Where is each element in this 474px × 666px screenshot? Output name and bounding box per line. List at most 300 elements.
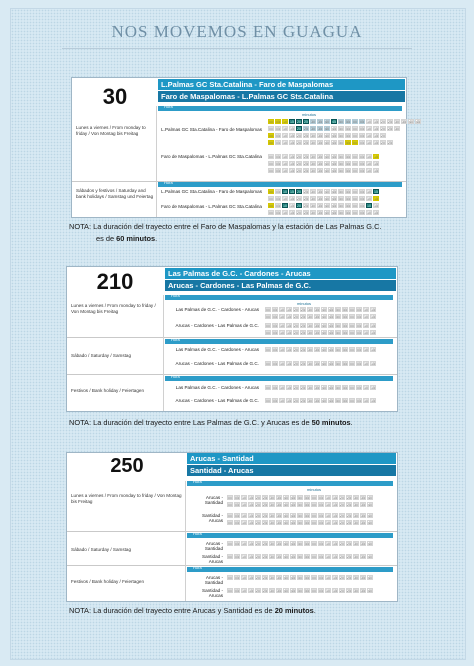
time-cell: 45 <box>329 386 333 390</box>
time-cell: 25 <box>388 120 392 124</box>
time-cell: 45 <box>332 162 336 166</box>
stop-label-out: Las Palmas de G.C. - Cardones - Arucas <box>175 347 259 352</box>
time-cell: 50 <box>336 386 340 390</box>
time-cell: 25 <box>263 503 267 507</box>
time-cell: 55 <box>346 127 350 131</box>
time-cell: 40 <box>284 496 288 500</box>
time-cell: 10 <box>364 331 368 335</box>
time-cell: 45 <box>416 120 420 124</box>
time-cell: 05 <box>357 348 361 352</box>
time-cell: 30 <box>270 555 274 559</box>
time-cell: 40 <box>322 308 326 312</box>
time-cell: 00 <box>269 211 273 215</box>
time-cell: 35 <box>361 503 365 507</box>
time-cell: 10 <box>283 169 287 173</box>
time-cell: 50 <box>336 399 340 403</box>
stop-label-back: Faro de Maspalomas - L.Palmas GC Sta.Catalina <box>161 204 262 209</box>
time-cell: 25 <box>304 141 308 145</box>
time-cell: 10 <box>283 211 287 215</box>
time-cell: 30 <box>354 589 358 593</box>
time-cell: 30 <box>354 521 358 525</box>
time-cell: 45 <box>329 331 333 335</box>
minutes-label: minutos <box>302 112 317 117</box>
time-cell: 25 <box>347 521 351 525</box>
time-cell: 25 <box>263 589 267 593</box>
time-cell: 20 <box>256 555 260 559</box>
time-cell: 25 <box>263 521 267 525</box>
time-cell: 15 <box>371 315 375 319</box>
time-cell: 35 <box>318 204 322 208</box>
time-cell: 15 <box>290 211 294 215</box>
time-cell: 40 <box>409 120 413 124</box>
time-cell: 15 <box>374 127 378 131</box>
time-cell: 00 <box>350 386 354 390</box>
time-cell: 10 <box>280 308 284 312</box>
direction-out-header: Las Palmas de G.C. - Cardones - Arucas <box>165 268 396 279</box>
time-cell: 10 <box>280 362 284 366</box>
time-cell: 40 <box>368 496 372 500</box>
time-cell: 25 <box>304 197 308 201</box>
time-cell: 40 <box>322 362 326 366</box>
time-cell: 10 <box>280 331 284 335</box>
time-cell: 10 <box>326 521 330 525</box>
time-cell: 05 <box>360 197 364 201</box>
route-30-note: NOTA: La duración del trayecto entre el Faro de Maspalomas y la estación de Las Palmas G.C. <box>69 222 382 231</box>
time-cell: 15 <box>249 542 253 546</box>
time-cell: 30 <box>270 542 274 546</box>
time-cell: 00 <box>312 521 316 525</box>
time-cell: 20 <box>340 589 344 593</box>
times-grid <box>265 361 376 366</box>
time-cell: 05 <box>235 496 239 500</box>
time-cell: 45 <box>329 308 333 312</box>
time-cell: 35 <box>315 399 319 403</box>
time-cell: 05 <box>276 197 280 201</box>
time-cell: 15 <box>371 324 375 328</box>
time-cell: 50 <box>336 308 340 312</box>
time-cell: 25 <box>263 496 267 500</box>
time-cell: 35 <box>277 555 281 559</box>
time-cell: 15 <box>287 386 291 390</box>
time-cell: 40 <box>322 348 326 352</box>
time-cell: 45 <box>291 521 295 525</box>
time-cell: 35 <box>277 496 281 500</box>
day-type-weekday: Lunes a viernes / From monday to friday / Von Montag bis Freitag <box>76 125 146 136</box>
time-cell: 30 <box>308 331 312 335</box>
time-cell: 10 <box>364 308 368 312</box>
time-cell: 10 <box>326 503 330 507</box>
time-cell: 00 <box>353 141 357 145</box>
time-cell: 05 <box>235 521 239 525</box>
time-cell: 10 <box>283 204 287 208</box>
time-cell: 15 <box>333 542 337 546</box>
time-cell: 00 <box>266 315 270 319</box>
time-cell: 00 <box>353 127 357 131</box>
time-cell: 35 <box>361 576 365 580</box>
time-header-bar: Hora <box>187 567 393 572</box>
time-cell: 45 <box>291 542 295 546</box>
time-cell: 15 <box>333 576 337 580</box>
time-cell: 20 <box>256 496 260 500</box>
time-cell: 00 <box>228 555 232 559</box>
time-cell: 10 <box>367 169 371 173</box>
time-cell: 15 <box>374 169 378 173</box>
time-cell: 05 <box>235 503 239 507</box>
time-cell: 20 <box>340 503 344 507</box>
time-cell: 20 <box>381 141 385 145</box>
time-cell: 25 <box>388 127 392 131</box>
time-cell: 30 <box>270 576 274 580</box>
time-cell: 40 <box>322 324 326 328</box>
time-cell: 50 <box>339 197 343 201</box>
time-cell: 05 <box>276 190 280 194</box>
time-cell: 50 <box>339 169 343 173</box>
time-cell: 00 <box>350 315 354 319</box>
time-cell: 35 <box>318 169 322 173</box>
time-cell: 40 <box>284 503 288 507</box>
times-grid <box>227 502 373 507</box>
time-cell: 55 <box>346 190 350 194</box>
time-cell: 10 <box>283 134 287 138</box>
time-cell: 35 <box>318 155 322 159</box>
time-cell: 55 <box>343 315 347 319</box>
time-cell: 00 <box>350 399 354 403</box>
time-cell: 05 <box>235 576 239 580</box>
direction-back-header: Santidad - Arucas <box>187 465 396 476</box>
time-cell: 05 <box>360 141 364 145</box>
time-cell: 05 <box>360 169 364 173</box>
time-cell: 00 <box>269 134 273 138</box>
time-cell: 05 <box>357 331 361 335</box>
section-divider <box>67 565 397 566</box>
times-grid <box>227 575 373 580</box>
time-cell: 00 <box>353 162 357 166</box>
day-type-saturday: Sábado / Saturday / Samstag <box>71 353 132 358</box>
stop-label-out: Las Palmas de G.C. - Cardones - Arucas <box>175 385 259 390</box>
time-cell: 15 <box>374 162 378 166</box>
time-cell: 35 <box>318 162 322 166</box>
time-cell: 05 <box>276 211 280 215</box>
time-cell: 05 <box>276 204 280 208</box>
time-cell: 05 <box>273 399 277 403</box>
time-cell: 05 <box>235 589 239 593</box>
time-cell: 20 <box>294 315 298 319</box>
time-cell: 05 <box>357 308 361 312</box>
time-cell: 45 <box>332 141 336 145</box>
stop-label-out: Las Palmas de G.C. - Cardones - Arucas <box>175 307 259 312</box>
time-cell: 25 <box>301 362 305 366</box>
time-cell: 35 <box>318 190 322 194</box>
stop-label-back: Santidad - Arucas <box>202 513 223 524</box>
time-cell: 35 <box>315 324 319 328</box>
time-cell: 00 <box>312 576 316 580</box>
time-cell: 15 <box>290 169 294 173</box>
time-cell: 55 <box>343 308 347 312</box>
time-cell: 55 <box>343 399 347 403</box>
time-cell: 50 <box>336 348 340 352</box>
time-cell: 15 <box>290 190 294 194</box>
time-cell: 20 <box>297 127 301 131</box>
time-cell: 00 <box>353 211 357 215</box>
times-grid <box>265 398 376 403</box>
time-cell: 00 <box>228 576 232 580</box>
time-cell: 10 <box>364 399 368 403</box>
time-cell: 35 <box>318 211 322 215</box>
time-cell: 10 <box>367 204 371 208</box>
time-cell: 20 <box>294 348 298 352</box>
time-cell: 55 <box>343 386 347 390</box>
time-cell: 05 <box>360 190 364 194</box>
time-cell: 00 <box>266 399 270 403</box>
time-cell: 15 <box>333 496 337 500</box>
time-cell: 05 <box>319 521 323 525</box>
time-cell: 15 <box>374 134 378 138</box>
time-cell: 35 <box>315 331 319 335</box>
time-cell: 40 <box>284 555 288 559</box>
time-cell: 10 <box>283 162 287 166</box>
time-cell: 00 <box>266 362 270 366</box>
time-cell: 00 <box>312 542 316 546</box>
time-cell: 30 <box>308 324 312 328</box>
time-cell: 35 <box>315 348 319 352</box>
time-cell: 40 <box>322 331 326 335</box>
route-210-note: NOTA: La duración del trayecto entre Las Palmas de G.C. y Arucas es de 50 minutos. <box>69 418 353 427</box>
time-cell: 45 <box>332 134 336 138</box>
times-grid <box>268 203 379 208</box>
time-cell: 15 <box>371 386 375 390</box>
time-cell: 55 <box>346 169 350 173</box>
time-cell: 00 <box>266 348 270 352</box>
time-cell: 35 <box>277 503 281 507</box>
route-250-timetable <box>66 452 398 602</box>
time-cell: 45 <box>291 555 295 559</box>
time-header-bar: Hora <box>165 295 393 300</box>
time-cell: 20 <box>381 134 385 138</box>
time-cell: 10 <box>242 576 246 580</box>
time-cell: 10 <box>367 120 371 124</box>
time-cell: 25 <box>301 324 305 328</box>
time-cell: 15 <box>290 127 294 131</box>
time-cell: 55 <box>343 331 347 335</box>
time-cell: 20 <box>340 521 344 525</box>
time-cell: 00 <box>228 542 232 546</box>
time-cell: 15 <box>333 514 337 518</box>
time-cell: 30 <box>308 315 312 319</box>
time-cell: 05 <box>357 324 361 328</box>
time-cell: 35 <box>277 542 281 546</box>
time-cell: 10 <box>326 589 330 593</box>
time-cell: 35 <box>277 576 281 580</box>
time-cell: 55 <box>305 496 309 500</box>
stop-label-out: L.Palmas GC Sta.Catalina - Faro de Maspalomas <box>161 189 262 194</box>
time-cell: 30 <box>354 514 358 518</box>
time-cell: 00 <box>266 386 270 390</box>
time-cell: 35 <box>361 542 365 546</box>
time-cell: 10 <box>242 496 246 500</box>
time-cell: 30 <box>311 162 315 166</box>
time-cell: 40 <box>284 542 288 546</box>
time-cell: 05 <box>357 362 361 366</box>
time-cell: 25 <box>263 514 267 518</box>
time-cell: 00 <box>353 120 357 124</box>
time-cell: 40 <box>325 120 329 124</box>
time-cell: 45 <box>329 315 333 319</box>
time-cell: 20 <box>294 324 298 328</box>
time-cell: 05 <box>276 127 280 131</box>
day-type-saturday: Sábado / Saturday / Samstag <box>71 547 132 552</box>
time-cell: 55 <box>346 211 350 215</box>
time-cell: 25 <box>304 204 308 208</box>
time-cell: 05 <box>235 542 239 546</box>
time-cell: 00 <box>269 197 273 201</box>
time-cell: 15 <box>374 204 378 208</box>
time-cell: 10 <box>283 120 287 124</box>
time-cell: 45 <box>332 204 336 208</box>
column-divider <box>163 295 164 411</box>
time-cell: 15 <box>287 362 291 366</box>
time-cell: 30 <box>270 496 274 500</box>
route-30-timetable <box>71 77 420 218</box>
route-number: 210 <box>96 269 134 294</box>
time-cell: 50 <box>298 496 302 500</box>
time-cell: 55 <box>346 120 350 124</box>
time-cell: 15 <box>374 197 378 201</box>
time-cell: 00 <box>228 521 232 525</box>
time-cell: 30 <box>311 127 315 131</box>
times-grid <box>265 323 376 328</box>
time-cell: 50 <box>339 190 343 194</box>
time-cell: 15 <box>333 521 337 525</box>
time-cell: 55 <box>346 162 350 166</box>
time-cell: 35 <box>361 514 365 518</box>
time-cell: 00 <box>266 324 270 328</box>
time-cell: 40 <box>322 386 326 390</box>
times-grid <box>268 168 379 173</box>
time-cell: 15 <box>290 155 294 159</box>
route-210-timetable <box>66 266 398 412</box>
time-cell: 50 <box>298 555 302 559</box>
times-grid <box>227 513 373 518</box>
time-cell: 25 <box>347 514 351 518</box>
time-cell: 55 <box>305 555 309 559</box>
time-cell: 50 <box>339 120 343 124</box>
time-cell: 20 <box>297 120 301 124</box>
time-header-bar: Hora <box>187 533 393 538</box>
time-cell: 20 <box>294 386 298 390</box>
time-cell: 50 <box>298 542 302 546</box>
time-cell: 50 <box>339 141 343 145</box>
stop-label-back: Arucas - Cardones - Las Palmas de G.C. <box>175 361 259 366</box>
stop-label-back: Santidad - Arucas <box>202 554 223 565</box>
time-cell: 25 <box>347 496 351 500</box>
time-cell: 25 <box>301 399 305 403</box>
time-cell: 30 <box>311 141 315 145</box>
time-cell: 40 <box>368 555 372 559</box>
time-cell: 25 <box>263 555 267 559</box>
time-cell: 40 <box>368 521 372 525</box>
time-cell: 25 <box>301 315 305 319</box>
time-cell: 15 <box>290 162 294 166</box>
time-cell: 35 <box>315 315 319 319</box>
time-cell: 40 <box>368 514 372 518</box>
time-cell: 00 <box>312 555 316 559</box>
times-grid <box>265 307 376 312</box>
time-cell: 35 <box>361 555 365 559</box>
time-cell: 15 <box>374 155 378 159</box>
time-cell: 05 <box>360 162 364 166</box>
minutes-label: minutos <box>297 301 312 306</box>
time-cell: 30 <box>311 204 315 208</box>
time-cell: 10 <box>242 514 246 518</box>
stop-label-back: Arucas - Cardones - Las Palmas de G.C. <box>175 398 259 403</box>
time-cell: 05 <box>235 514 239 518</box>
time-cell: 55 <box>305 521 309 525</box>
day-type-saturday-holiday: Sábados y festivos / Saturday and bank holidays / Samstag und Feiertag <box>76 188 154 199</box>
time-cell: 05 <box>360 155 364 159</box>
time-cell: 15 <box>374 190 378 194</box>
day-type-weekday: Lunes a viernes / From monday to friday / Von Montag bis Freitag <box>71 493 182 504</box>
time-cell: 25 <box>347 503 351 507</box>
direction-back-header: Arucas - Cardones - Las Palmas de G.C. <box>165 280 396 291</box>
time-cell: 10 <box>367 127 371 131</box>
time-cell: 30 <box>354 576 358 580</box>
time-cell: 50 <box>339 211 343 215</box>
time-cell: 20 <box>381 120 385 124</box>
time-cell: 00 <box>266 331 270 335</box>
time-cell: 40 <box>368 589 372 593</box>
time-cell: 15 <box>371 362 375 366</box>
time-cell: 05 <box>273 386 277 390</box>
time-cell: 15 <box>333 503 337 507</box>
time-cell: 05 <box>319 542 323 546</box>
time-cell: 35 <box>318 120 322 124</box>
time-cell: 10 <box>280 348 284 352</box>
time-cell: 20 <box>297 190 301 194</box>
time-cell: 15 <box>249 503 253 507</box>
time-cell: 10 <box>280 315 284 319</box>
time-cell: 15 <box>333 589 337 593</box>
time-cell: 10 <box>283 155 287 159</box>
direction-out-header: Arucas - Santidad <box>187 453 396 464</box>
time-cell: 00 <box>266 308 270 312</box>
time-cell: 30 <box>270 503 274 507</box>
time-cell: 00 <box>350 324 354 328</box>
time-cell: 15 <box>374 141 378 145</box>
time-cell: 25 <box>304 155 308 159</box>
time-cell: 35 <box>318 141 322 145</box>
time-cell: 00 <box>269 162 273 166</box>
time-cell: 35 <box>315 308 319 312</box>
times-grid <box>268 126 400 131</box>
time-cell: 40 <box>325 127 329 131</box>
time-cell: 10 <box>367 141 371 145</box>
time-cell: 20 <box>256 521 260 525</box>
time-cell: 35 <box>361 589 365 593</box>
time-cell: 25 <box>304 134 308 138</box>
time-cell: 15 <box>287 324 291 328</box>
time-cell: 40 <box>284 521 288 525</box>
times-grid <box>227 520 373 525</box>
time-cell: 15 <box>374 211 378 215</box>
route-number: 30 <box>102 84 128 109</box>
route-250-note: NOTA: La duración del trayecto entre Arucas y Santidad es de 20 minutos. <box>69 606 316 615</box>
time-cell: 15 <box>290 134 294 138</box>
time-cell: 15 <box>290 120 294 124</box>
time-cell: 15 <box>249 521 253 525</box>
time-cell: 25 <box>301 308 305 312</box>
time-cell: 20 <box>256 589 260 593</box>
time-cell: 50 <box>298 503 302 507</box>
